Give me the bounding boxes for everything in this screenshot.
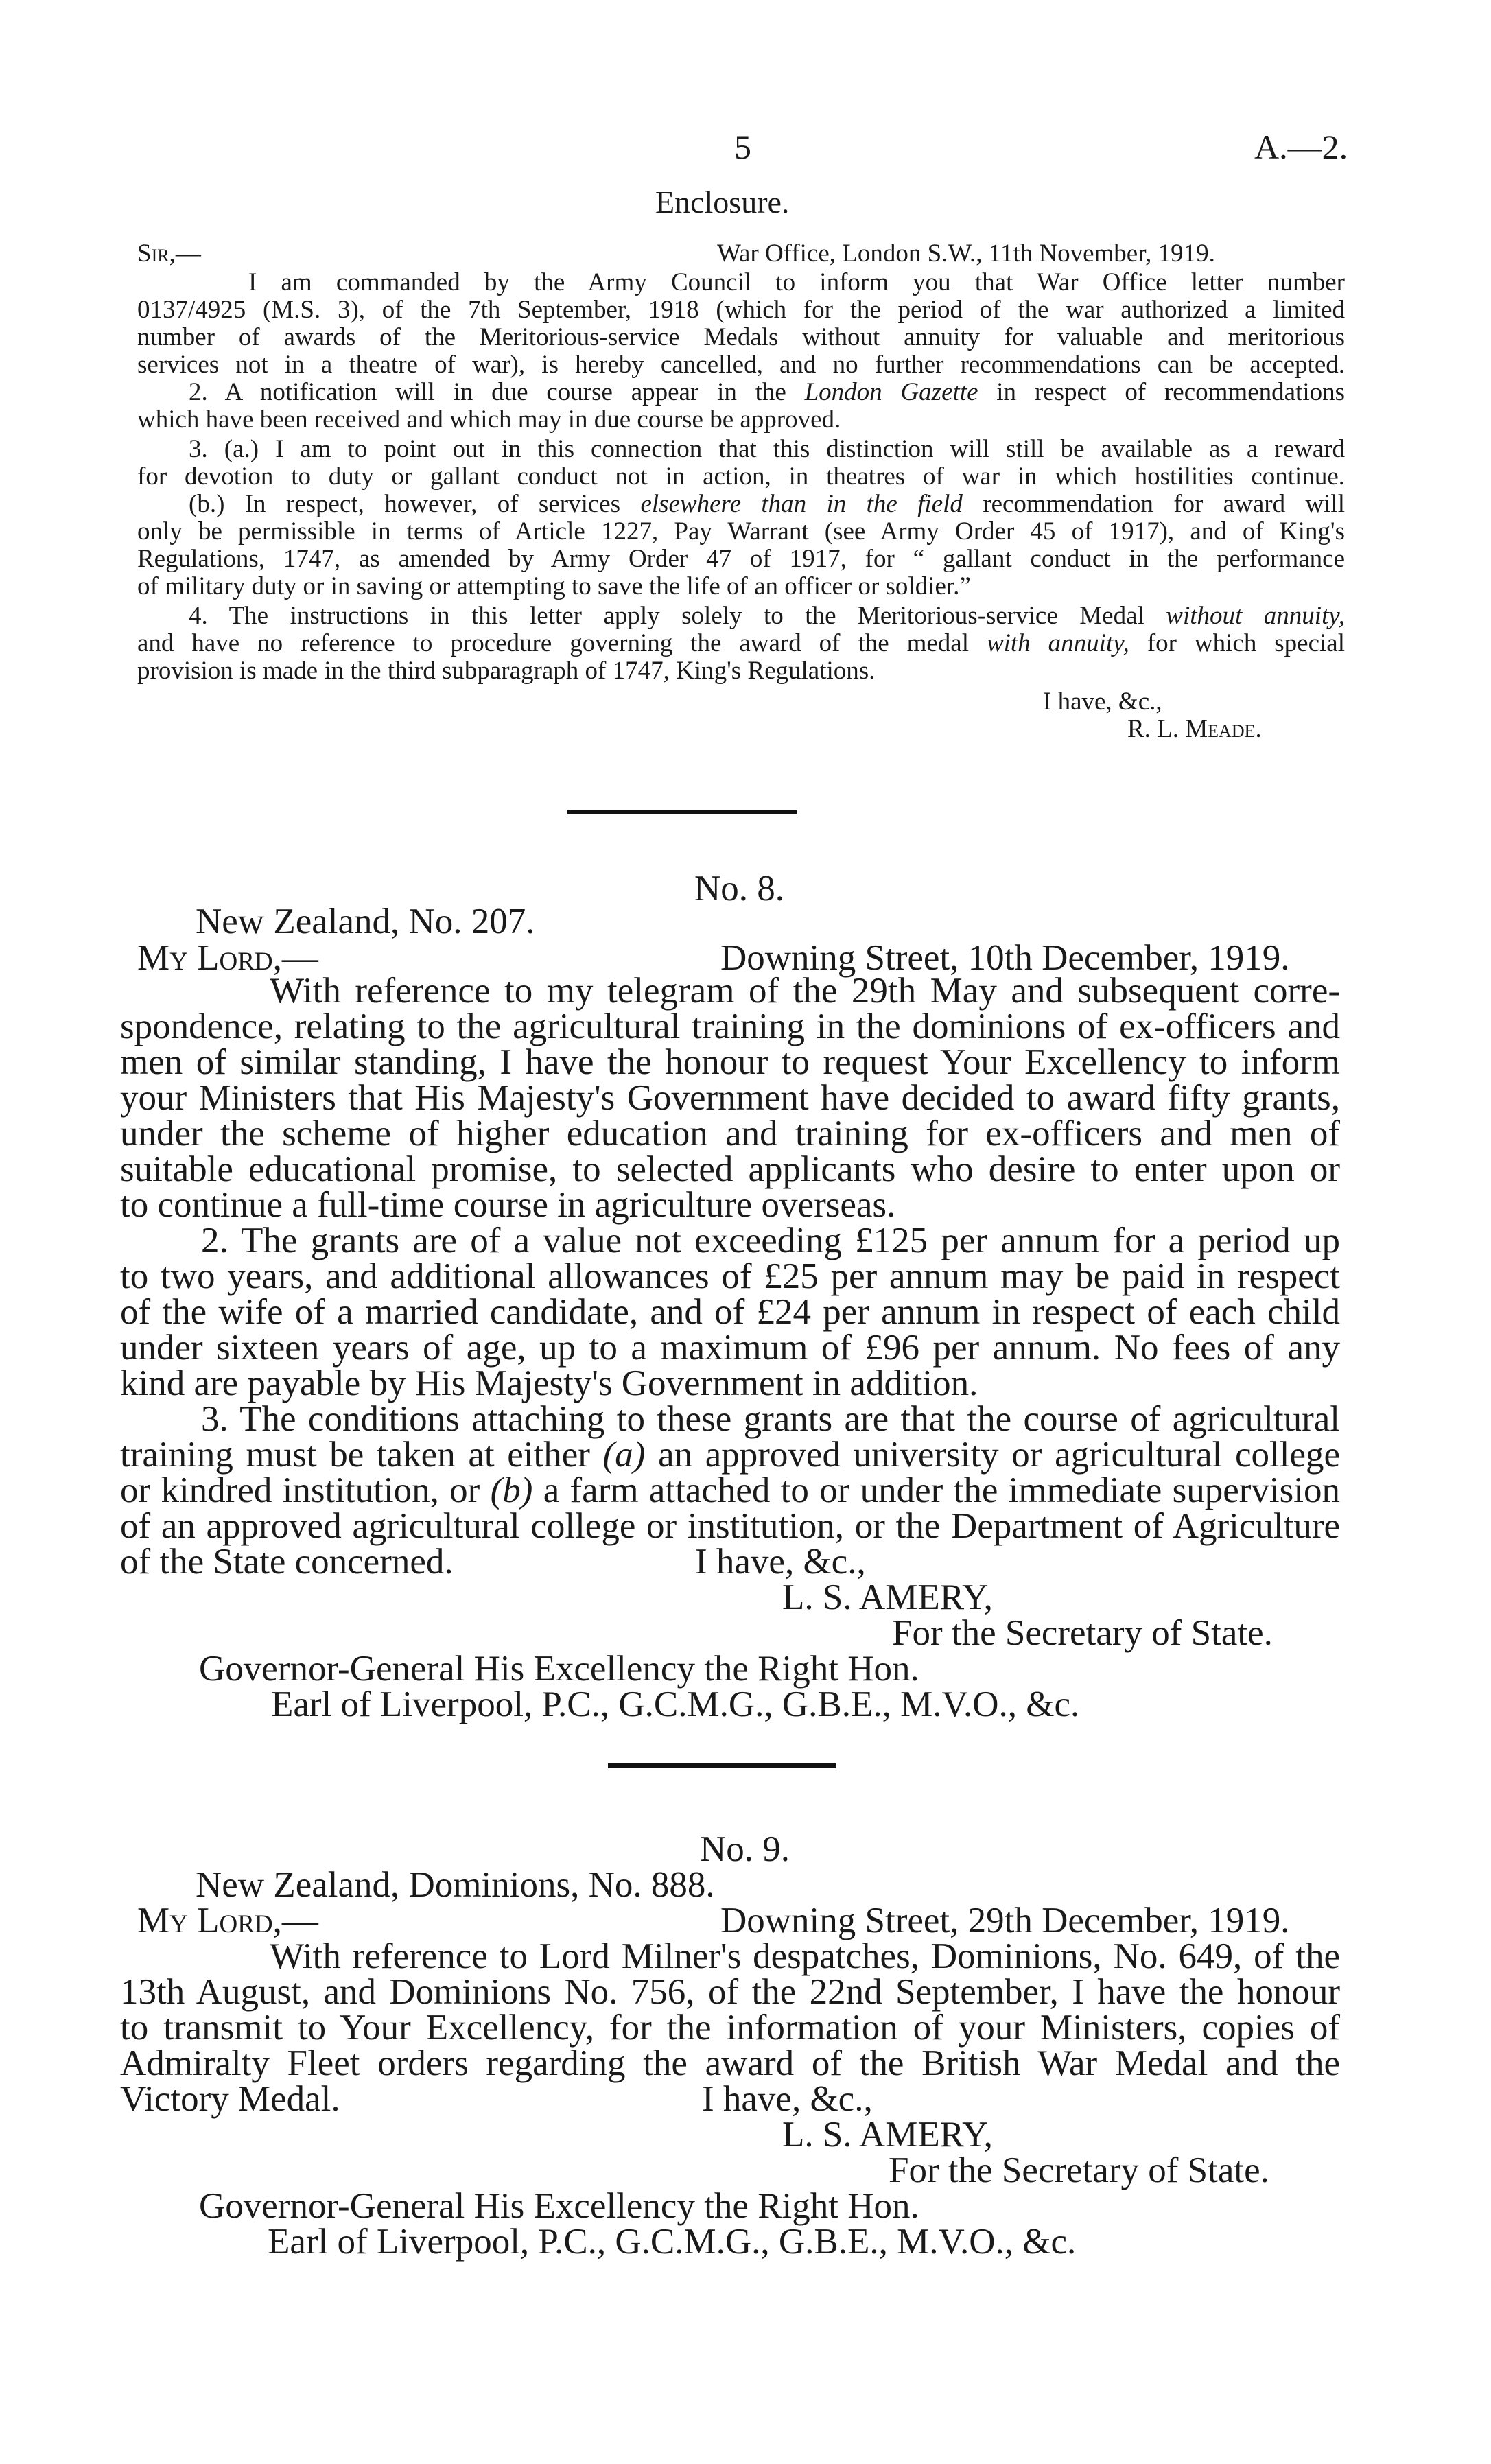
enclosure-closing: I have, &c., [1043,688,1162,716]
letter-signature: L. S. AMERY, [782,1577,993,1617]
letter-line: 2. The grants are of a value not exceeding £125 per annum for a period up [201,1221,1340,1260]
letter-closing: I have, &c., [695,1542,866,1582]
letter-line-mixed: or kindred institution, or (b) a farm attached to or under the immediate supervision [120,1470,1340,1510]
section-divider [608,1763,836,1768]
letter-line: spondence, relating to the agricultural training in the dominions of ex-officers and [120,1007,1340,1046]
letter-place-date: Downing Street, 10th December, 1919. [720,938,1290,978]
letter-line: 13th August, and Dominions No. 756, of the 22nd September, I have the honour [120,1972,1340,2012]
letter-line: of an approved agricultural college or institution, or the Department of Agriculture [120,1506,1340,1546]
letter-line: to two years, and additional allowances of £25 per annum may be paid in respect [120,1256,1340,1296]
enclosure-signature: R. L. Meade. [1127,715,1262,743]
letter-addressee-title: Earl of Liverpool, P.C., G.C.M.G., G.B.E., M.V.O., &c. [271,1685,1080,1724]
enclosure-line: I am commanded by the Army Council to inform you that War Office letter number [248,268,1345,296]
enclosure-line: number of awards of the Meritorious-service Medals without annuity for valuable and meritorious [137,323,1345,351]
letter-line: With reference to my telegram of the 29th May and subsequent corre- [270,971,1340,1011]
letter-line: Admiralty Fleet orders regarding the award of the British War Medal and the [120,2043,1340,2083]
enclosure-line: which have been received and which may in due course be approved. [137,406,841,434]
enclosure-line: Regulations, 1747, as amended by Army Order 47 of 1917, for “ gallant conduct in the performance [137,545,1345,573]
enclosure-line: 3. (a.) I am to point out in this connection that this distinction will still be available as a reward [189,435,1345,463]
letter-line-mixed: training must be taken at either (a) an approved university or agricultural college [120,1435,1341,1475]
section-divider [567,810,797,814]
letter-salutation: My Lord,— [137,1901,318,1940]
enclosure-place-date: War Office, London S.W., 11th November, 1919. [717,239,1215,268]
letter-number: No. 9. [700,1829,790,1869]
letter-line: of the wife of a married candidate, and of £24 per annum in respect of each child [120,1292,1340,1332]
enclosure-line: services not in a theatre of war), is hereby cancelled, and no further recommendations can be accepted. [137,351,1345,379]
letter-line: under sixteen years of age, up to a maximum of £96 per annum. No fees of any [120,1328,1340,1368]
letter-line: to transmit to Your Excellency, for the information of your Ministers, copies of [120,2008,1340,2048]
letter-line: men of similar standing, I have the honour to request Your Excellency to inform [120,1042,1340,1082]
enclosure-line-mixed: and have no reference to procedure governing the award of the medal with annuity, for which special [137,629,1346,657]
letter-addressee: Governor-General His Excellency the Right Hon. [199,2186,919,2226]
letter-line: your Ministers that His Majesty's Government have decided to award fifty grants, [120,1078,1340,1118]
letter-signature: L. S. AMERY, [782,2115,993,2155]
enclosure-line: 0137/4925 (M.S. 3), of the 7th September, 1918 (which for the period of the war authorized a limited [137,296,1345,324]
letter-closing: I have, &c., [702,2079,873,2119]
enclosure-line-mixed: (b.) In respect, however, of services elsewhere than in the field recommendation for award will [189,490,1345,518]
enclosure-line-mixed: 2. A notification will in due course appear in the London Gazette in respect of recommendations [189,378,1346,406]
letter-reference: New Zealand, Dominions, No. 888. [196,1865,715,1905]
enclosure-line: of military duty or in saving or attempting to save the life of an officer or soldier.” [137,572,971,600]
enclosure-salutation: Sir,— [137,239,201,268]
letter-salutation: My Lord,— [137,938,318,978]
enclosure-line: only be permissible in terms of Article 1227, Pay Warrant (see Army Order 45 of 1917), and of King's [137,517,1345,545]
letter-line: suitable educational promise, to selected applicants who desire to enter upon or [120,1149,1340,1189]
letter-place-date: Downing Street, 29th December, 1919. [720,1901,1290,1940]
letter-line: under the scheme of higher education and training for ex-officers and men of [120,1114,1340,1153]
letter-line: Victory Medal. [120,2079,340,2119]
page-number: 5 [734,128,751,166]
letter-addressee: Governor-General His Excellency the Right Hon. [199,1649,919,1689]
letter-number: No. 8. [694,869,785,908]
letter-line: 3. The conditions attaching to these grants are that the course of agricultural [201,1399,1340,1439]
letter-line: to continue a full-time course in agriculture overseas. [120,1185,896,1225]
letter-line: of the State concerned. [120,1542,454,1582]
letter-signature-role: For the Secretary of State. [889,2150,1269,2190]
letter-signature-role: For the Secretary of State. [892,1613,1273,1653]
letter-line: With reference to Lord Milner's despatches, Dominions, No. 649, of the [270,1936,1340,1976]
enclosure-line-mixed: 4. The instructions in this letter apply solely to the Meritorious-service Medal without annuity, [189,602,1345,630]
letter-addressee-title: Earl of Liverpool, P.C., G.C.M.G., G.B.E., M.V.O., &c. [268,2222,1077,2262]
letter-line: kind are payable by His Majesty's Government in addition. [120,1363,978,1403]
document-reference: A.—2. [1254,128,1348,166]
enclosure-line: for devotion to duty or gallant conduct not in action, in theatres of war in which hostilities continue. [137,462,1345,491]
letter-reference: New Zealand, No. 207. [196,902,535,941]
enclosure-title: Enclosure. [655,185,790,220]
enclosure-line: provision is made in the third subparagraph of 1747, King's Regulations. [137,657,876,685]
